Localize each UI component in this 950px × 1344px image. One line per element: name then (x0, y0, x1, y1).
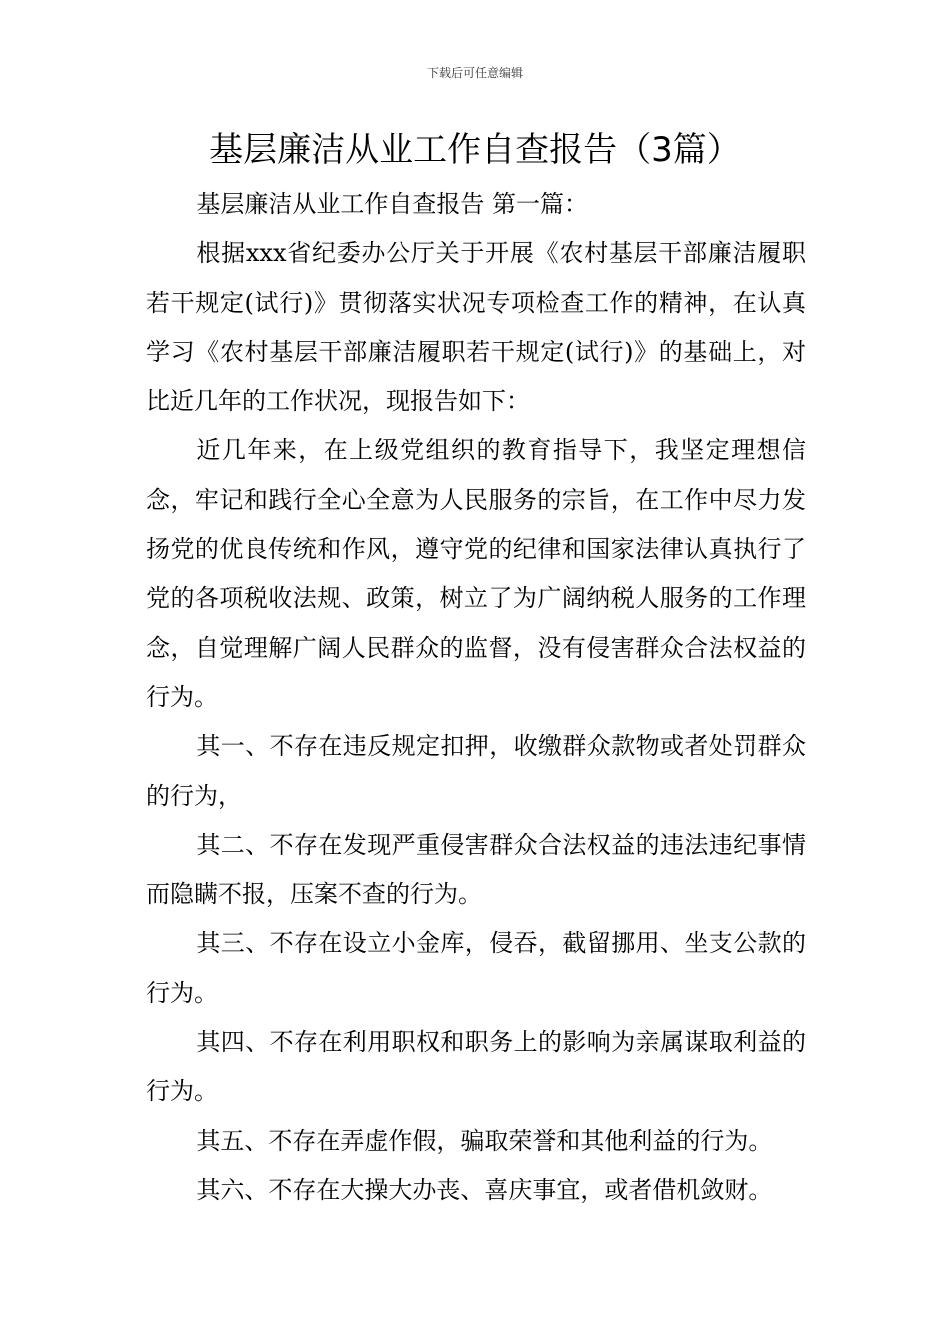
paragraph-item-5: 其五、不存在弄虚作假，骗取荣誉和其他利益的行为。 (196, 1126, 773, 1155)
document-body (146, 180, 806, 1215)
paragraph-item-6: 其六、不存在大操大办丧、喜庆事宜，或者借机敛财。 (196, 1175, 773, 1204)
paragraph-item-1: 其一、不存在违反规定扣押，收缴群众款物或者处罚群众的行为， (146, 732, 806, 810)
header-note: 下载后可任意编辑 (426, 66, 523, 80)
paragraph-item-2: 其二、不存在发现严重侵害群众合法权益的违法违纪事情而隐瞒不报，压案不查的行为。 (146, 830, 806, 909)
document-title: 基层廉洁从业工作自查报告（3篇） (209, 130, 741, 170)
paragraph-item-4: 其四、不存在利用职权和职务上的影响为亲属谋取利益的行为。 (146, 1028, 806, 1106)
paragraph-item-3: 其三、不存在设立小金库，侵吞，截留挪用、坐支公款的行为。 (146, 929, 806, 1007)
paragraph-summary: 近几年来，在上级党组织的教育指导下，我坚定理想信念，牢记和践行全心全意为人民服务的宗旨，在工作中尽力发扬党的优良传统和作风，遵守党的纪律和国家法律认真执行了党的各项税收法规、政策，树立了为广阔纳税人服务的工作理念，自觉理解广阔人民群众的监督，没有侵害群众合法权益的行为。 (146, 436, 806, 711)
paragraph-intro: 根据xxx省纪委办公厅关于开展《农村基层干部廉洁履职若干规定(试行)》贯彻落实状况专项检查工作的精神，在认真学习《农村基层干部廉洁履职若干规定(试行)》的基础上，对比近几年的工作状况，现报告如下： (146, 239, 806, 416)
paragraph-section-heading: 基层廉洁从业工作自查报告 第一篇： (196, 190, 589, 218)
